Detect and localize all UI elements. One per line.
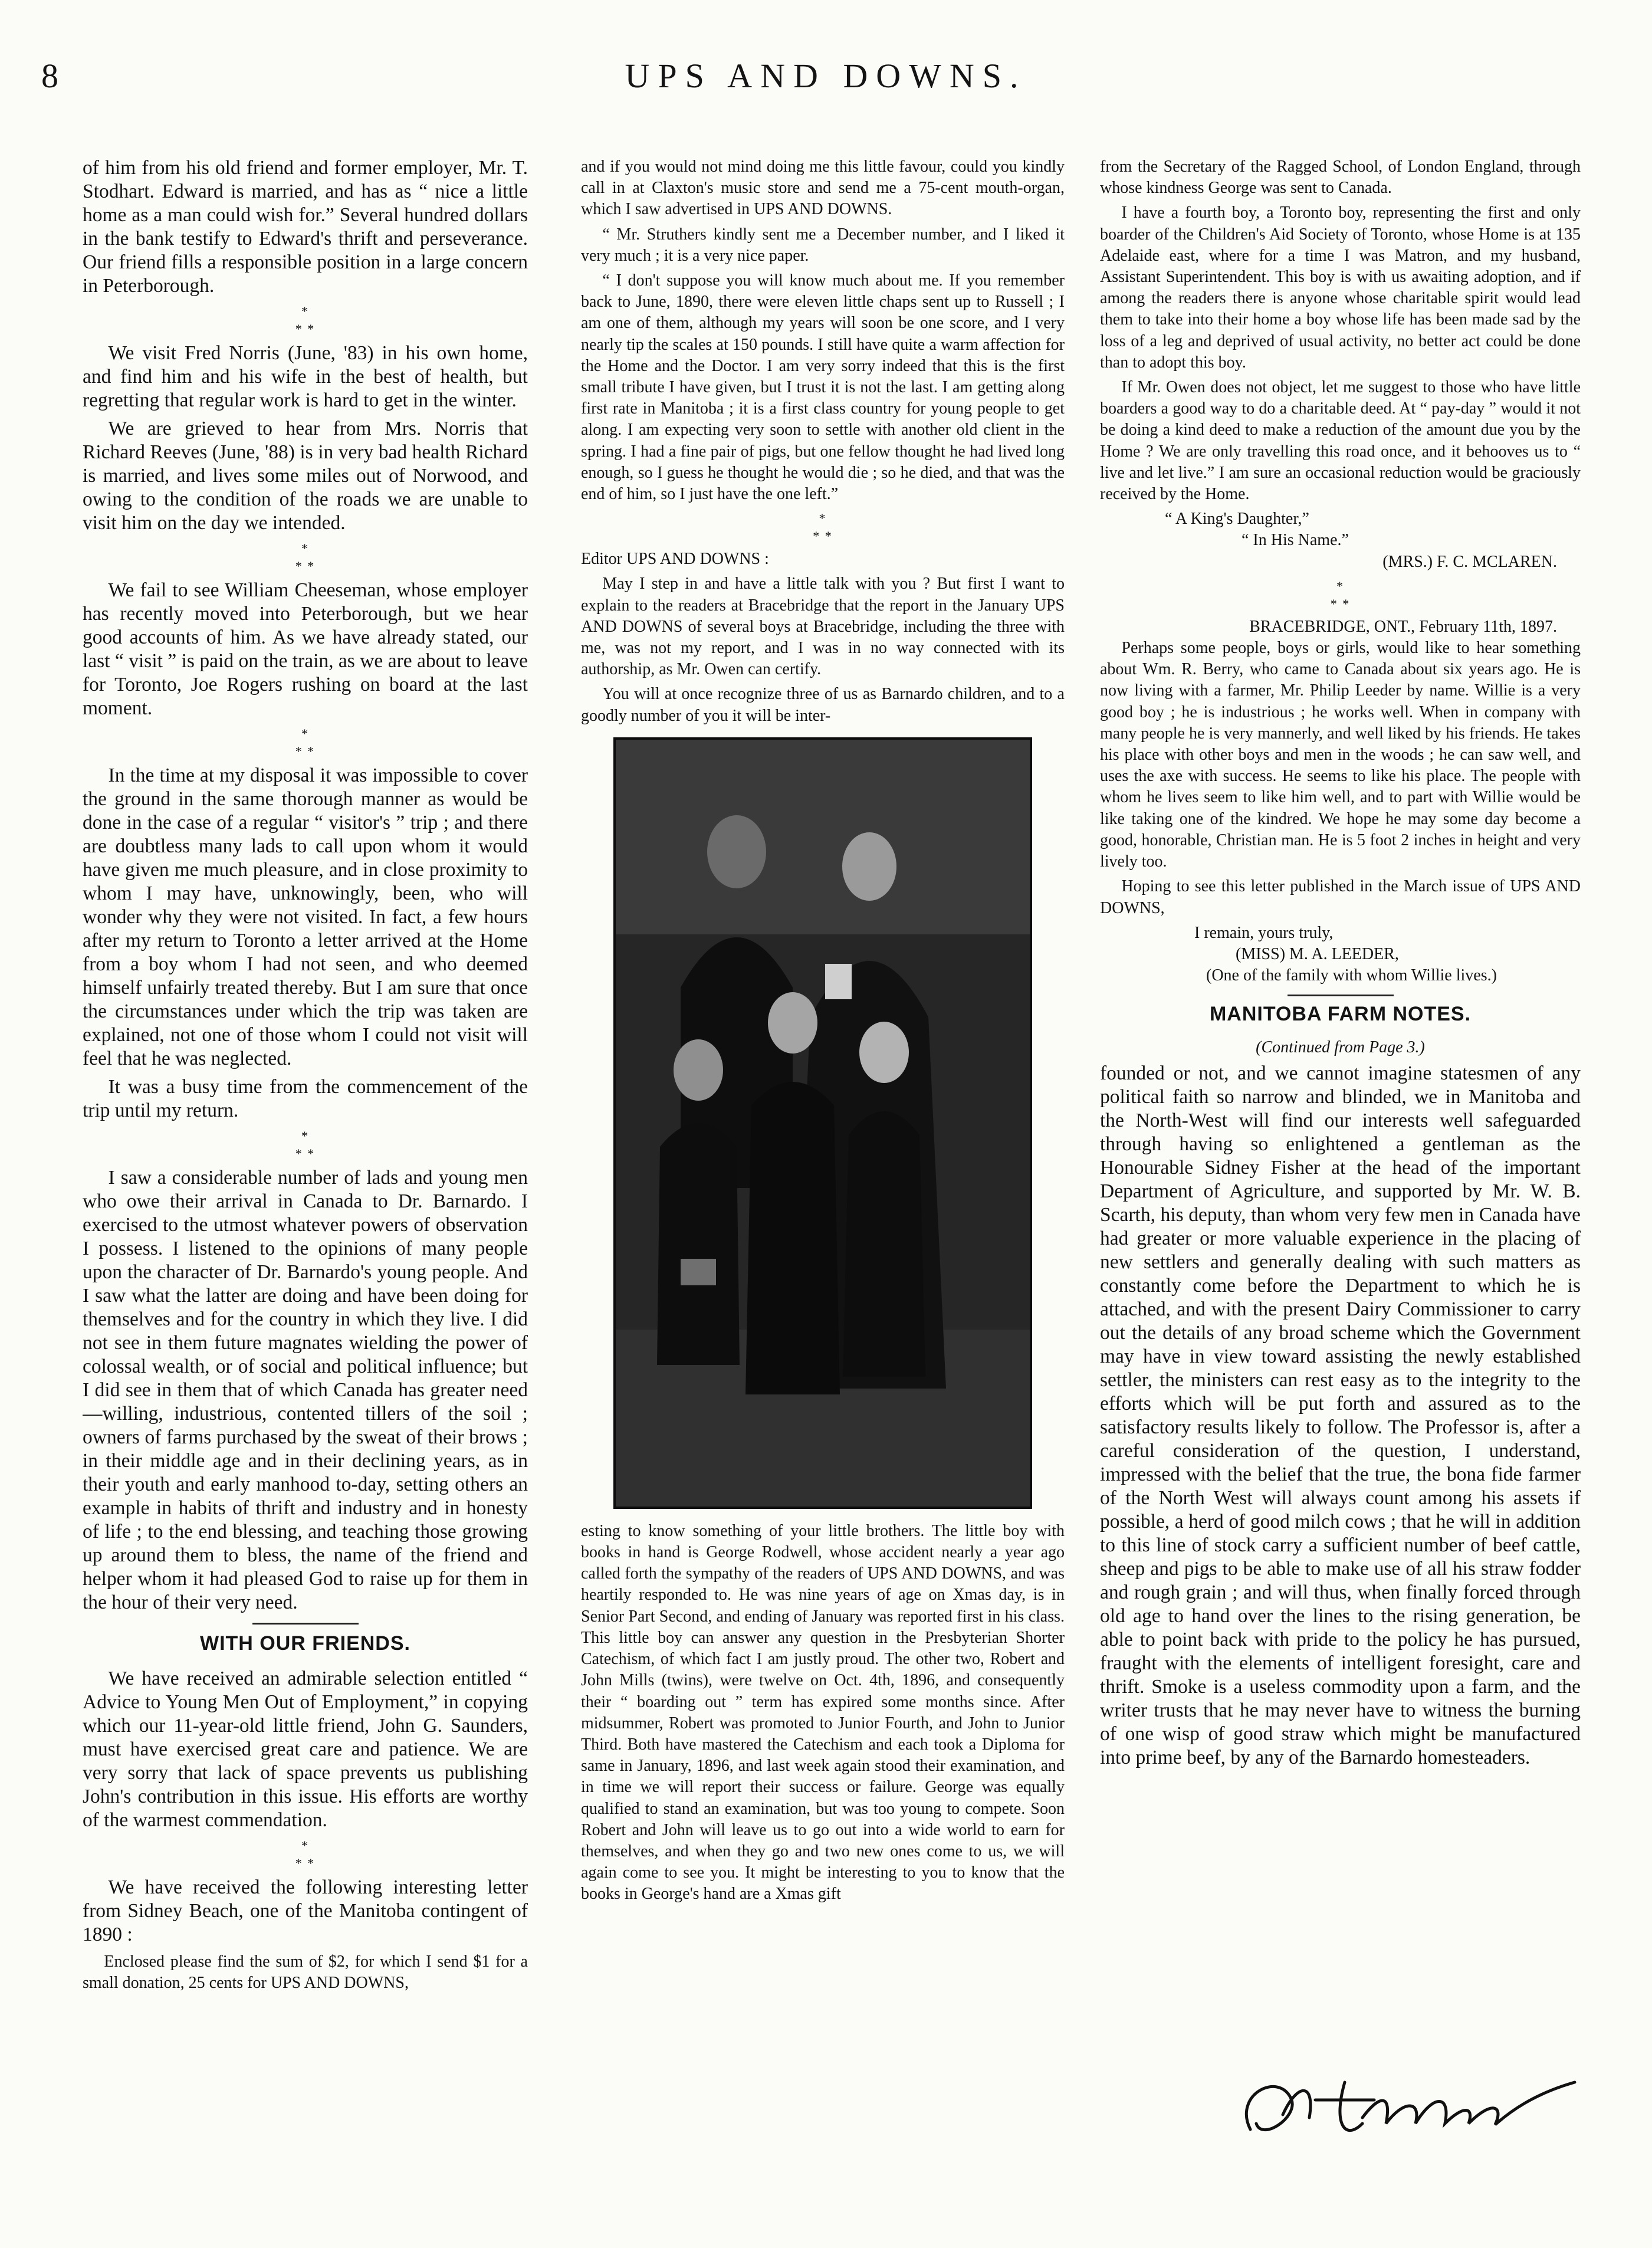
asterism: * * * (295, 726, 316, 759)
asterism: * * * (295, 1128, 316, 1161)
editor-salutation: Editor UPS AND DOWNS : (581, 550, 769, 569)
paragraph: esting to know something of your little brothers. The little boy with books in hand is George Rodwell, whose accident nearly a year ago called forth the sympathy of the readers of UPS AND DOWNS, and was heartily responded to. He was nine years of age on Xmas day, is in Senior Part Second, and ending of January was reported first in his class. This little boy can answer any question in the Presbyterian Shorter Catechism, of which fact I am justly proud. The other two, Robert and John Mills (twins), were twelve on Oct. 4th, 1896, and consequently their “ boarding out ” term has expired some months since. After midsummer, Robert was promoted to Junior Fourth, and John to Junior Third. Both have mastered the Catechism and each took a Diploma for same in January, 1896, and last week again stood their examination, and in time we will report their success or failure. George was equally qualified to stand an examination, but was too young to compete. Soon Robert and John will leave us to go out into a wide world to earn for themselves, and when they go and two new ones come to us, we will again come to see you. It might be interesting to you to know that the books in George's hand are a Xmas gift (581, 1521, 1065, 1904)
column-left (83, 156, 528, 2221)
paragraph: I saw a considerable number of lads and young men who owe their arrival in Canada to Dr. Barnardo. I exercised to the utmost whatever powers of observation I possess. I listened to the opinions of many people upon the character of Dr. Barnardo's young people. And I saw what the latter are doing and have been doing for themselves and for the country in which they live. I did not see in them future magnates wielding the power of colossal wealth, or of social and political influence; but I did see in them that of which Canada has greater need —willing, industrious, contented tillers of the soil ; owners of farms purchased by the sweat of their brows ; in their middle age and in their declining years, as in their youth and early manhood to-day, setting others an example in habits of thrift and industry and in honesty of life ; to the end blessing, and teaching those growing up around them to bless, the name of the friend and helper whom it had pleased God to raise up for them in the hour of their very need. (83, 1167, 528, 1613)
paragraph: founded or not, and we cannot imagine statesmen of any political faith so narrow and blinded, we in Manitoba and the North-West will find our interests well safeguarded through having so enlightened a gentleman as the Honourable Sidney Fisher at the head of the important Department of Agriculture, and supported by Mr. W. B. Scarth, his deputy, than whom very few men in Canada have had greater or more valuable experience in the placing of new settlers and generally dealing with such matters as constantly come before the Department to which he is attached, and with the present Dairy Commissioner to carry out the details of any broad scheme which the Government may have in view toward assisting the newly established settler, the ministers can rest easy as to the integrity to the efforts which will be put forth and assured as to the satisfactory results likely to follow. The Professor is, after a careful consideration of the question, I understand, impressed with the belief that the true, the bona fide farmer of the North West will always count among his assets if possible, a herd of good milch cows ; that he will in addition to this line of stock carry a sufficient number of beef cattle, sheep and pigs to be able to make use of all his straw fodder and rough grain ; and will thus, when finally forced through old age to hand over the lines to the rising generation, be able to point back with pride to the policy he has pursued, fraught with the elements of intelligent foresight, care and thrift. Smoke is a useless commodity upon a farm, and the writer trusts that he may never have to witness the burning of one wisp of good straw which might be manufactured into prime beef, by any of the Barnardo homesteaders. (1100, 1062, 1581, 1768)
paragraph: If Mr. Owen does not object, let me suggest to those who have little boarders a good way to do a charitable deed. At “ pay-day ” would it not be doing a kind deed to make a reduction of the amount due you by the Home ? We are only travelling this road once, and it behooves us to “ live and let live.” I am sure an occasional reduction would be graciously received by the Home. (1100, 378, 1581, 504)
section-title-with-our-friends: WITH OUR FRIENDS. (200, 1632, 410, 1655)
column-right (1100, 156, 1581, 2233)
paragraph: You will at once recognize three of us as Barnardo children, and to a goodly number of you it will be inter- (581, 685, 1065, 725)
paragraph: We have received an admirable selection entitled “ Advice to Young Men Out of Employment,” in copying which our 11-year-old little friend, John G. Saunders, must have exercised great care and patience. We are very sorry that lack of space prevents us publishing John's contribution in this issue. His efforts are worthy of the warmest commendation. (83, 1668, 528, 1831)
divider (1288, 995, 1394, 996)
section-title-manitoba-farm-notes: MANITOBA FARM NOTES. (1209, 1003, 1472, 1026)
dateline: BRACEBRIDGE, ONT., February 11th, 1897. (1249, 617, 1557, 636)
paragraph: We are grieved to hear from Mrs. Norris that Richard Reeves (June, '88) is in very bad health Richard is married, and lives some miles out of Norwood, and owing to the condition of the roads we are unable to visit him on the day we intended. (83, 418, 528, 534)
sign-off: I remain, yours truly, (1194, 923, 1334, 942)
asterism: * * * (295, 541, 316, 573)
paragraph: It was a busy time from the commencement of the trip until my return. (83, 1076, 528, 1121)
signatory: (MRS.) F. C. MCLAREN. (1382, 552, 1557, 571)
continued-note: (Continued from Page 3.) (1256, 1038, 1425, 1056)
divider (252, 1623, 359, 1625)
sign-off: “ In His Name.” (1242, 531, 1349, 550)
paragraph: We have received the following interesting letter from Sidney Beach, one of the Manitoba contingent of 1890 : (83, 1876, 528, 1945)
sign-off: “ A King's Daughter,” (1165, 510, 1309, 529)
asterism: * * * (295, 1838, 316, 1870)
paragraph: We fail to see William Cheeseman, whose employer has recently moved into Peterborough, but we hear good accounts of him. As we have already stated, our last “ visit ” is paid on the train, as we are about to leave for Toronto, Joe Rogers rushing on board at the last moment. (83, 579, 528, 719)
paragraph: Enclosed please find the sum of $2, for which I send $1 for a small donation, 25 cents for UPS AND DOWNS, (83, 1952, 528, 1992)
signatory-note: (One of the family with whom Willie lives.) (1206, 966, 1497, 985)
paragraph: Perhaps some people, boys or girls, would like to hear something about Wm. R. Berry, who came to Canada about six years ago. He is now living with a farmer, Mr. Philip Leeder by name. Willie is a very good boy ; he is industrious ; he works well. When in company with many people he is very mannerly, and well liked by his friends. He takes his place with other boys and men in the woods ; he can saw well, and uses the axe with success. He seems to like his place. The people with whom he lives seem to like him well, and to part with Willie would be like taking one of the kindred. We hope he may some day become a good, honorable, Christian man. He is 5 foot 2 inches in height and very lively too. (1100, 639, 1581, 871)
asterism: * * * (1330, 578, 1351, 611)
page-number: 8 (41, 57, 58, 95)
paragraph: In the time at my disposal it was impossible to cover the ground in the same thorough manner as would be done in the case of a regular “ visitor's ” trip ; and there are doubtless many lads to call upon whom it would have given me much pleasure, and in close proximity to whom I may have, unknowingly, been, who will wonder why they were not visited. In fact, a few hours after my return to Toronto a letter arrived at the Home from a boy whom I had not seen, and who deemed himself unfairly treated thereby. But I am sure that once the circumstances under which the trip was taken are explained, not one of those whom I could not visit will feel that he was neglected. (83, 764, 528, 1069)
photo-figures (616, 740, 1030, 1507)
paragraph: from the Secretary of the Ragged School, of London England, through whose kindness George was sent to Canada. (1100, 157, 1581, 198)
paragraph: “ I don't suppose you will know much about me. If you remember back to June, 1890, there were eleven little chaps sent up to Russell ; I am one of them, although my years will soon be one score, and I very nearly tip the scales at 150 pounds. I still have quite a warm affection for the Home and the Doctor. I am very sorry indeed that this is the first small tribute I have given, but I trust it is not the last. I am getting along first rate in Manitoba ; it is a first class country for young people to get along. I am expecting very soon to settle with another old client in the spring. I had a fine pair of pigs, but one fellow thought he had lived long enough, so I guess he thought he would die ; so he died, and that was the end of him, so I just have the one left.” (581, 271, 1065, 504)
asterism: * * * (813, 511, 833, 544)
handwritten-signature (1227, 2059, 1587, 2159)
group-photograph (613, 737, 1032, 1509)
column-middle (581, 156, 1065, 2233)
paragraph: May I step in and have a little talk with you ? But first I want to explain to the readers at Bracebridge that the report in the January UPS AND DOWNS of several boys at Bracebridge, including the three with me, was not my report, and I was in no way connected with its authorship, as Mr. Owen can certify. (581, 575, 1065, 679)
paragraph: “ Mr. Struthers kindly sent me a December number, and I liked it very much ; it is a very nice paper. (581, 225, 1065, 265)
paragraph: and if you would not mind doing me this little favour, could you kindly call in at Claxton's music store and send me a 75-cent mouth-organ, which I saw advertised in UPS AND DOWNS. (581, 157, 1065, 219)
paragraph: Hoping to see this letter published in the March issue of UPS AND DOWNS, (1100, 877, 1581, 917)
signatory: (MISS) M. A. LEEDER, (1236, 944, 1399, 963)
page-header (41, 56, 1610, 121)
paragraph: We visit Fred Norris (June, '83) in his own home, and find him and his wife in the best of health, but regretting that regular work is hard to get in the winter. (83, 342, 528, 411)
paragraph: I have a fourth boy, a Toronto boy, representing the first and only boarder of the Children's Aid Society of Toronto, whose Home is at 135 Adelaide east, where for a time I was Matron, and my husband, Assistant Superintendent. This boy is with us awaiting adoption, and if among the readers there is anyone whose charitable spirit would lead them to take into their home a boy whose life has been made sad by the loss of a leg and deprived of usual activity, no better act could be done than to adopt this boy. (1100, 204, 1581, 372)
paragraph: of him from his old friend and former employer, Mr. T. Stodhart. Edward is married, and has as “ nice a little home as a man could wish for.” Several hundred dollars in the bank testify to Edward's thrift and perseverance. Our friend fills a responsible position in a large concern in Peterborough. (83, 157, 528, 297)
running-title: UPS AND DOWNS. (625, 57, 1027, 95)
asterism: * * * (295, 304, 316, 336)
